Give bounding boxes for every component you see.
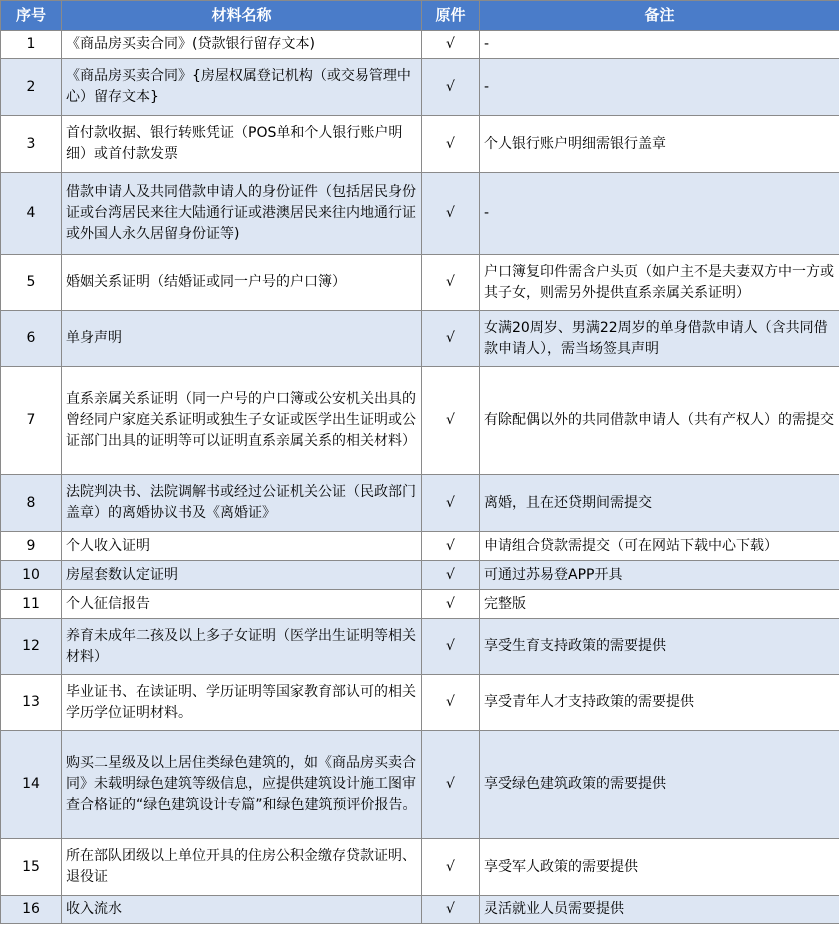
table-row	[1, 311, 839, 367]
row-original: √	[422, 590, 480, 619]
row-note: 灵活就业人员需要提供	[480, 896, 839, 924]
row-no: 12	[1, 619, 62, 675]
row-no: 11	[1, 590, 62, 619]
row-no: 4	[1, 173, 62, 255]
row-note: 可通过苏易登APP开具	[480, 561, 839, 590]
row-name: 个人收入证明	[62, 532, 422, 561]
table-row	[1, 475, 839, 532]
row-no: 8	[1, 475, 62, 532]
row-note: 完整版	[480, 590, 839, 619]
table-row	[1, 896, 839, 924]
row-no: 3	[1, 116, 62, 173]
table-row	[1, 619, 839, 675]
row-name: 个人征信报告	[62, 590, 422, 619]
table-row	[1, 675, 839, 731]
table-row	[1, 561, 839, 590]
row-name: 《商品房买卖合同》{房屋权属登记机构（或交易管理中心）留存文本}	[62, 59, 422, 116]
header-original: 原件	[422, 1, 480, 31]
table-row	[1, 731, 839, 839]
row-name: 借款申请人及共同借款申请人的身份证件（包括居民身份证或台湾居民来往大陆通行证或港澳居民来往内地通行证或外国人永久居留身份证等)	[62, 173, 422, 255]
row-name: 法院判决书、法院调解书或经过公证机关公证（民政部门盖章）的离婚协议书及《离婚证》	[62, 475, 422, 532]
row-no: 7	[1, 367, 62, 475]
row-note: -	[480, 173, 839, 255]
header-note: 备注	[480, 1, 839, 31]
table-row	[1, 532, 839, 561]
table-row	[1, 255, 839, 311]
row-original: √	[422, 367, 480, 475]
row-name: 直系亲属关系证明（同一户号的户口簿或公安机关出具的曾经同户家庭关系证明或独生子女证或医学出生证明或公证部门出具的证明等可以证明直系亲属关系的相关材料）	[62, 367, 422, 475]
table-row	[1, 839, 839, 896]
row-note: 离婚，且在还贷期间需提交	[480, 475, 839, 532]
table-row	[1, 590, 839, 619]
row-original: √	[422, 475, 480, 532]
row-original: √	[422, 731, 480, 839]
row-original: √	[422, 31, 480, 59]
row-no: 5	[1, 255, 62, 311]
row-note: 享受军人政策的需要提供	[480, 839, 839, 896]
header-no: 序号	[1, 1, 62, 31]
row-note: 享受生育支持政策的需要提供	[480, 619, 839, 675]
row-original: √	[422, 839, 480, 896]
row-name: 所在部队团级以上单位开具的住房公积金缴存贷款证明、退役证	[62, 839, 422, 896]
row-note: 享受青年人才支持政策的需要提供	[480, 675, 839, 731]
row-no: 1	[1, 31, 62, 59]
row-original: √	[422, 619, 480, 675]
row-name: 购买二星级及以上居住类绿色建筑的，如《商品房买卖合同》未载明绿色建筑等级信息，应提供建筑设计施工图审查合格证的“绿色建筑设计专篇”和绿色建筑预评价报告。	[62, 731, 422, 839]
row-name: 房屋套数认定证明	[62, 561, 422, 590]
header-name: 材料名称	[62, 1, 422, 31]
table-header-row	[1, 1, 839, 31]
row-name: 养育未成年二孩及以上多子女证明（医学出生证明等相关材料）	[62, 619, 422, 675]
row-no: 10	[1, 561, 62, 590]
row-note: 个人银行账户明细需银行盖章	[480, 116, 839, 173]
row-no: 14	[1, 731, 62, 839]
row-original: √	[422, 561, 480, 590]
row-name: 婚姻关系证明（结婚证或同一户号的户口簿）	[62, 255, 422, 311]
table-row	[1, 59, 839, 116]
table-row	[1, 367, 839, 475]
row-name: 首付款收据、银行转账凭证（POS单和个人银行账户明细）或首付款发票	[62, 116, 422, 173]
row-no: 16	[1, 896, 62, 924]
row-note: 申请组合贷款需提交（可在网站下载中心下载）	[480, 532, 839, 561]
row-no: 13	[1, 675, 62, 731]
row-no: 2	[1, 59, 62, 116]
row-no: 9	[1, 532, 62, 561]
row-original: √	[422, 311, 480, 367]
row-original: √	[422, 896, 480, 924]
row-note: 女满20周岁、男满22周岁的单身借款申请人（含共同借款申请人），需当场签具声明	[480, 311, 839, 367]
row-original: √	[422, 675, 480, 731]
row-note: 户口簿复印件需含户头页（如户主不是夫妻双方中一方或其子女，则需另外提供直系亲属关系证明）	[480, 255, 839, 311]
row-note: -	[480, 31, 839, 59]
table-row	[1, 173, 839, 255]
row-no: 15	[1, 839, 62, 896]
row-original: √	[422, 59, 480, 116]
row-original: √	[422, 173, 480, 255]
row-note: 有除配偶以外的共同借款申请人（共有产权人）的需提交	[480, 367, 839, 475]
row-original: √	[422, 532, 480, 561]
row-name: 收入流水	[62, 896, 422, 924]
row-note: 享受绿色建筑政策的需要提供	[480, 731, 839, 839]
row-name: 《商品房买卖合同》(贷款银行留存文本)	[62, 31, 422, 59]
row-original: √	[422, 116, 480, 173]
row-no: 6	[1, 311, 62, 367]
table-row	[1, 116, 839, 173]
row-note: -	[480, 59, 839, 116]
row-original: √	[422, 255, 480, 311]
row-name: 毕业证书、在读证明、学历证明等国家教育部认可的相关学历学位证明材料。	[62, 675, 422, 731]
row-name: 单身声明	[62, 311, 422, 367]
table-row	[1, 31, 839, 59]
